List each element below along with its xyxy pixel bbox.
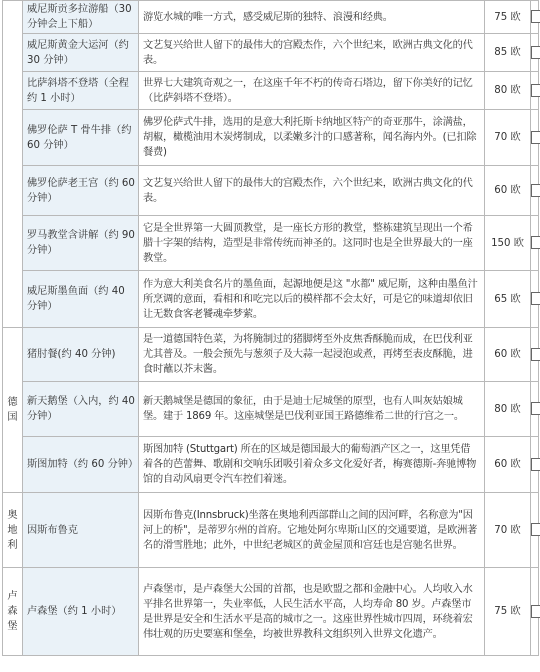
- item-description: 新天鹅城堡是德国的象征，由于是迪士尼城堡的原型，也有人叫灰姑娘城堡。建于 1869 年。这座城堡是巴伐利亚国王路德维希二世的行宫之一。: [139, 382, 485, 437]
- select-checkbox[interactable]: [531, 458, 540, 471]
- item-name: 因斯布鲁克: [23, 493, 139, 568]
- select-checkbox[interactable]: [531, 523, 540, 536]
- item-price: 60 欧: [485, 328, 531, 382]
- select-checkbox[interactable]: [531, 184, 540, 197]
- excursion-table: [2, 0, 539, 656]
- item-price: 60 欧: [485, 437, 531, 493]
- table-row: [3, 493, 539, 568]
- item-description: 作为意大利美食名片的墨鱼面，起源地便是这 "水都" 威尼斯，这种由墨鱼汁所烹调的意面，看相和和吃完以后的模样都不会太好，可是它的味道却依旧让无数食客老饕魂牵梦萦。: [139, 271, 485, 328]
- select-cell[interactable]: [531, 328, 539, 382]
- country-cell: [3, 568, 23, 656]
- item-price: 85 欧: [485, 34, 531, 72]
- table-row: [3, 382, 539, 437]
- country-label: 卢森堡: [7, 591, 18, 632]
- item-name: 新天鹅堡（入内，约 40 分钟）: [23, 382, 139, 437]
- select-cell[interactable]: [531, 493, 539, 568]
- select-checkbox[interactable]: [531, 10, 540, 23]
- item-description: 斯图加特 (Stuttgart) 所在的区域是德国最大的葡萄酒产区之一，这里凭借着各的芭蕾舞、歌剧和交响乐团吸引着众多文化爱好者，梅赛德斯-奔驰博物馆的自动风扇更令汽车控们着迷。: [139, 437, 485, 493]
- select-checkbox[interactable]: [531, 46, 540, 59]
- select-cell[interactable]: [531, 110, 539, 166]
- select-cell[interactable]: [531, 166, 539, 216]
- item-description: 世界七大建筑奇观之一，在这座千年不朽的传奇石塔边，留下你美好的记忆（比萨斜塔不登塔）。: [139, 72, 485, 110]
- item-name: 佛罗伦萨 T 骨牛排（约 60 分钟）: [23, 110, 139, 166]
- item-description: 是一道德国特色菜，为将腌制过的猪脚烤至外皮焦香酥脆而成，在巴伐利亚尤其普及。一般会预先与葱须子及大蒜一起浸泡或煮，再烤至表皮酥脆，进食时蘸以芥末酱。: [139, 328, 485, 382]
- table-row: [3, 166, 539, 216]
- item-description: 文艺复兴给世人留下的最伟大的宫殿杰作，六个世纪来，欧洲古典文化的代表。: [139, 34, 485, 72]
- select-checkbox[interactable]: [531, 84, 540, 97]
- table-row: [3, 437, 539, 493]
- item-description: 它是全世界第一大圆顶教堂，是一座长方形的教堂，整栋建筑呈现出一个希腊十字架的结构，造型是非常传统而神圣的。这同时也是全世界最大的一座教堂。: [139, 216, 485, 271]
- item-name: 罗马教堂含讲解（约 90 分钟）: [23, 216, 139, 271]
- select-checkbox[interactable]: [531, 605, 540, 618]
- table-row: [3, 72, 539, 110]
- table-row: [3, 568, 539, 656]
- item-price: 70 欧: [485, 110, 531, 166]
- item-price: 75 欧: [485, 568, 531, 656]
- country-label: 德国: [7, 397, 18, 423]
- select-cell[interactable]: [531, 216, 539, 271]
- country-cell: [3, 493, 23, 568]
- item-name: 威尼斯贡多拉游船（30 分钟会上下船）: [23, 1, 139, 34]
- table-row: [3, 271, 539, 328]
- item-price: 65 欧: [485, 271, 531, 328]
- select-cell[interactable]: [531, 1, 539, 34]
- item-name: 佛罗伦萨老王宫（约 60 分钟）: [23, 166, 139, 216]
- item-name: 威尼斯墨鱼面（约 40 分钟）: [23, 271, 139, 328]
- select-checkbox[interactable]: [531, 131, 540, 144]
- item-description: 卢森堡市，是卢森堡大公国的首都，也是欧盟之都和金融中心。人均收入水平排名世界第一，失业率低，人民生活水平高，人均寿命 80 岁。卢森堡市是世界是安全和生活水平是高的城市之一。这座世界性城市四周，环绕着宏伟壮观的历史要塞和堡垒，均被世界教科文组织列入世界文化遗产。: [139, 568, 485, 656]
- item-name: 猪肘餐(约 40 分钟): [23, 328, 139, 382]
- item-price: 60 欧: [485, 166, 531, 216]
- select-cell[interactable]: [531, 437, 539, 493]
- item-price: 75 欧: [485, 1, 531, 34]
- table-row: [3, 110, 539, 166]
- item-price: 80 欧: [485, 382, 531, 437]
- item-description: 游览水城的唯一方式，感受威尼斯的独特、浪漫和经典。: [139, 1, 485, 34]
- select-checkbox[interactable]: [531, 292, 540, 305]
- country-cell: [3, 328, 23, 493]
- select-cell[interactable]: [531, 34, 539, 72]
- select-cell[interactable]: [531, 72, 539, 110]
- item-description: 佛罗伦萨式牛排，选用的是意大利托斯卡纳地区特产的奇亚那牛，涂满盐，胡椒，橄榄油用木炭烤制成，以柔嫩多汁的口感著称，闻名海内外。(已扣除餐费): [139, 110, 485, 166]
- item-name: 比萨斜塔不登塔（全程约 1 小时）: [23, 72, 139, 110]
- select-cell[interactable]: [531, 568, 539, 656]
- country-label: 奥地利: [7, 509, 18, 551]
- select-checkbox[interactable]: [531, 348, 540, 361]
- table-row: [3, 34, 539, 72]
- item-description: 文艺复兴给世人留下的最伟大的宫殿杰作，六个世纪来，欧洲古典文化的代表。: [139, 166, 485, 216]
- country-cell: [3, 1, 23, 328]
- table-row: [3, 328, 539, 382]
- item-price: 70 欧: [485, 493, 531, 568]
- table-row: [3, 1, 539, 34]
- item-name: 卢森堡（约 1 小时）: [23, 568, 139, 656]
- item-price: 150 欧: [485, 216, 531, 271]
- table-row: [3, 216, 539, 271]
- select-checkbox[interactable]: [531, 236, 540, 249]
- item-name: 威尼斯黄金大运河（约 30 分钟）: [23, 34, 139, 72]
- select-cell[interactable]: [531, 382, 539, 437]
- item-description: 因斯布鲁克(Innsbruck)坐落在奥地利西部群山之间的因河畔，名称意为"因河上的桥"，是蒂罗尔州的首府。它地处阿尔卑斯山区的交通要道，是欧洲著名的滑雪胜地；此外，中世纪老城区的黄金屋顶和宫廷也是宫驰名世界。: [139, 493, 485, 568]
- item-name: 斯图加特（约 60 分钟）: [23, 437, 139, 493]
- item-price: 80 欧: [485, 72, 531, 110]
- select-checkbox[interactable]: [531, 402, 540, 415]
- select-cell[interactable]: [531, 271, 539, 328]
